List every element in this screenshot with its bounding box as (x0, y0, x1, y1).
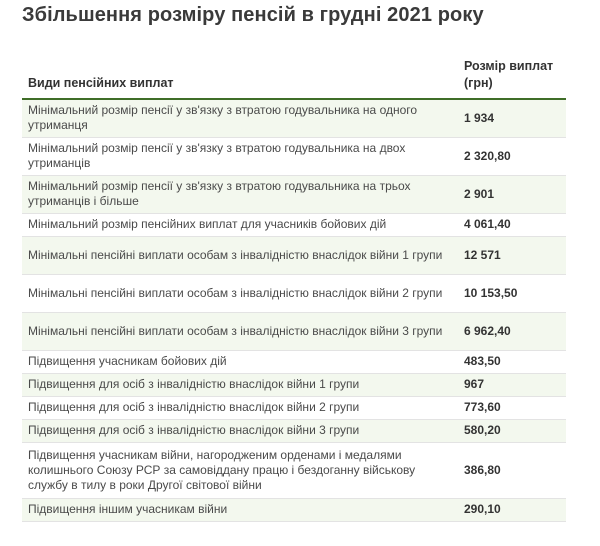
row-label: Підвищення для осіб з інвалідністю внаслідок війни 2 групи (22, 396, 454, 419)
table-header-row (22, 48, 566, 99)
header-payment-type: Види пенсійних виплат (22, 48, 454, 99)
table-row (22, 442, 566, 498)
table-row (22, 373, 566, 396)
table-row (22, 350, 566, 373)
row-value: 580,20 (454, 419, 566, 442)
row-value: 483,50 (454, 350, 566, 373)
row-label: Підвищення для осіб з інвалідністю внаслідок війни 3 групи (22, 419, 454, 442)
row-value: 773,60 (454, 396, 566, 419)
page-title: Збільшення розміру пенсій в грудні 2021 року (22, 4, 484, 26)
pension-table (22, 48, 566, 522)
row-value: 967 (454, 373, 566, 396)
header-payment-amount: Розмір виплат (грн) (454, 48, 566, 99)
row-label: Підвищення для осіб з інвалідністю внаслідок війни 1 групи (22, 373, 454, 396)
table-row (22, 312, 566, 350)
table-row (22, 99, 566, 137)
row-value: 386,80 (454, 442, 566, 498)
row-value: 2 320,80 (454, 137, 566, 175)
table-row (22, 419, 566, 442)
row-label: Підвищення іншим учасникам війни (22, 498, 454, 521)
row-label: Мінімальний розмір пенсії у зв'язку з втратою годувальника на двох утриманців (22, 137, 454, 175)
row-value: 4 061,40 (454, 213, 566, 236)
row-value: 290,10 (454, 498, 566, 521)
row-value: 2 901 (454, 175, 566, 213)
table-row (22, 236, 566, 274)
row-label: Мінімальний розмір пенсії у зв'язку з втратою годувальника на трьох утриманців і більше (22, 175, 454, 213)
table-row (22, 137, 566, 175)
table-row (22, 396, 566, 419)
row-value: 6 962,40 (454, 312, 566, 350)
row-value: 12 571 (454, 236, 566, 274)
table-row (22, 175, 566, 213)
table-row (22, 498, 566, 521)
row-value: 1 934 (454, 99, 566, 137)
table-row (22, 274, 566, 312)
row-label: Мінімальний розмір пенсійних виплат для учасників бойових дій (22, 213, 454, 236)
row-label: Мінімальні пенсійні виплати особам з інвалідністю внаслідок війни 2 групи (22, 274, 454, 312)
row-label: Мінімальні пенсійні виплати особам з інвалідністю внаслідок війни 1 групи (22, 236, 454, 274)
row-label: Підвищення учасникам війни, нагородженим орденами і медалями колишнього Союзу РСР за самовіддану працю і бездоганну військову службу в тилу в роки Другої світової війни (22, 442, 454, 498)
table-row (22, 213, 566, 236)
row-label: Мінімальні пенсійні виплати особам з інвалідністю внаслідок війни 3 групи (22, 312, 454, 350)
row-label: Мінімальний розмір пенсії у зв'язку з втратою годувальника на одного утриманця (22, 99, 454, 137)
row-value: 10 153,50 (454, 274, 566, 312)
row-label: Підвищення учасникам бойових дій (22, 350, 454, 373)
